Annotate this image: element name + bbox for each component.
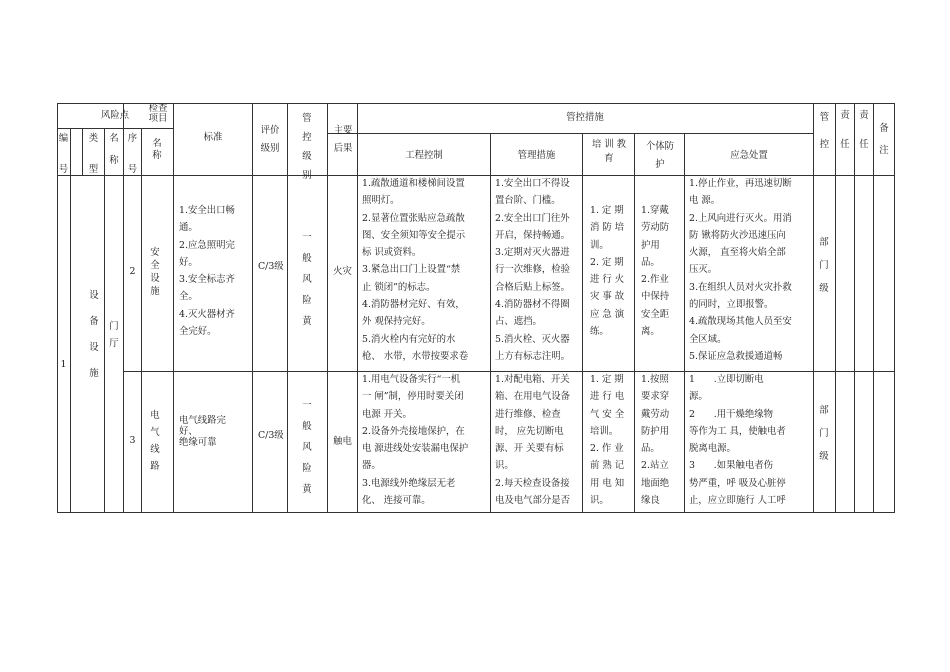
row-2-eval-level: C/3级 bbox=[258, 430, 284, 441]
header-check-item: 检查项目 bbox=[148, 104, 168, 124]
header-standard: 标准 bbox=[203, 132, 223, 143]
row-2-management-line: 2.每天检查设备接 bbox=[495, 477, 570, 489]
row-2-control-dept: 部门级 bbox=[819, 405, 829, 462]
row-2-standard-line: 电气线路完 bbox=[179, 415, 226, 426]
row-1-ppe-line: 中保持 bbox=[641, 291, 670, 303]
row-2-standard bbox=[179, 415, 251, 448]
row-2-engineering-line: 2.设备外壳接地保护，在 bbox=[362, 425, 465, 437]
row-2-training-line: 进 行 电 bbox=[590, 391, 625, 403]
row-1-emergency-line: 火源， 直至将火焰全部 bbox=[689, 247, 786, 259]
row-2-ppe bbox=[641, 371, 684, 509]
row-1-ppe-line: 品。 bbox=[641, 256, 660, 268]
row-1-management bbox=[495, 175, 583, 365]
row-2-engineering-line: 电 源进线处安装漏电保护 bbox=[362, 443, 469, 455]
row-1-ppe bbox=[641, 202, 684, 340]
row-2-management-line: 1.对配电箱、开关 bbox=[495, 374, 570, 385]
row-1-engineering-line: 图、安全须知等安全提示 bbox=[362, 229, 466, 241]
row-1-emergency-line: 4.疏散现场其他人员至安 bbox=[689, 316, 792, 328]
group-type: 设备设施 bbox=[89, 290, 99, 379]
row-1-standard-line: 全。 bbox=[179, 291, 198, 303]
row-1-ppe-line: 护用 bbox=[641, 239, 660, 251]
row-1-training-line: 消 防 培 bbox=[590, 222, 625, 234]
row-1-engineering-line: 5.消火栓内有完好的水 bbox=[362, 333, 456, 345]
row-2-emergency-line: 1 .立即切断电 bbox=[689, 374, 764, 385]
header-item-name: 名称 bbox=[152, 138, 162, 161]
row-1-emergency-line: 3.在组织人员对火灾扑救 bbox=[689, 281, 792, 293]
row-2-emergency-line: 2 .用干燥绝缘物 bbox=[689, 408, 773, 420]
row-2-management-line: 箱、在用电气设备 bbox=[495, 391, 571, 403]
header-management: 管理措施 bbox=[517, 150, 556, 161]
row-2-standard-line: 好、 bbox=[179, 426, 198, 437]
row-1-emergency-line: 压灭。 bbox=[689, 264, 718, 276]
row-2-standard-line: 绝缘可靠 bbox=[179, 437, 217, 448]
row-1-management-line: 4.消防器材不得圈 bbox=[495, 299, 570, 311]
row-1-engineering-line: 照明灯。 bbox=[362, 195, 400, 207]
row-1-seq: 2 bbox=[129, 266, 136, 277]
row-2-seq: 3 bbox=[129, 435, 136, 446]
row-1-control-level: 一般风险黄 bbox=[302, 232, 312, 327]
row-1-standard-line: 4.灭火器材齐 bbox=[179, 308, 235, 320]
row-1-engineering-line: 标 识或资料。 bbox=[362, 247, 422, 259]
row-2-management-line: 源、开 关要有标 bbox=[495, 443, 564, 455]
header-cheng: 称 bbox=[109, 155, 119, 166]
row-1-emergency bbox=[689, 175, 813, 365]
row-1-standard-line: 通。 bbox=[179, 222, 198, 234]
header-emergency: 应急处置 bbox=[730, 150, 768, 161]
row-1-engineering-line: 3.紧急出口门上设置“禁 bbox=[362, 264, 461, 276]
row-2-training-line: 2. 作 业 bbox=[590, 443, 624, 455]
header-ren-2: 任 bbox=[859, 139, 869, 150]
header-kong: 控 bbox=[819, 139, 830, 150]
header-remark: 备注 bbox=[879, 123, 889, 156]
row-2-engineering-line: 电源 开关。 bbox=[362, 408, 412, 420]
row-2-training bbox=[590, 371, 634, 509]
header-ren-1: 任 bbox=[840, 139, 850, 150]
row-2-emergency-line: 脱离电源。 bbox=[689, 443, 736, 455]
row-1-emergency-line: 全区域。 bbox=[689, 333, 727, 345]
row-2-emergency-line: 势严重，呼 吸及心脏停 bbox=[689, 477, 786, 489]
row-2-engineering bbox=[362, 371, 490, 509]
row-2-emergency-line: 等作为工 具，使触电者 bbox=[689, 425, 786, 437]
row-1-eval-level: C/3级 bbox=[258, 261, 284, 272]
row-1-management-line: 3.定期对灭火器进 bbox=[495, 247, 570, 259]
row-1-consequence: 火灾 bbox=[333, 266, 352, 277]
row-2-engineering-line: 1.用电气设备实行“一机 bbox=[362, 374, 461, 385]
row-2-ppe-line: 1.按照 bbox=[641, 374, 669, 385]
row-2-training-line: 用 电 知 bbox=[590, 477, 625, 489]
row-1-standard bbox=[179, 202, 251, 340]
row-1-emergency-line: 5.保证应急救援通道畅 bbox=[689, 350, 783, 362]
row-2-engineering-line: 一 闸”制，停用时要关闭 bbox=[362, 391, 464, 403]
row-1-emergency-line: 2.上风向进行灭火。用消 bbox=[689, 212, 792, 224]
row-2-ppe-line: 地面绝 bbox=[641, 477, 670, 489]
row-1-emergency-line: 防 锹将防火沙迅速压向 bbox=[689, 229, 786, 241]
row-1-management-line: 开启，保持畅通。 bbox=[495, 229, 571, 241]
row-1-training-line: 1. 定 期 bbox=[590, 205, 624, 216]
row-1-management-line: 1.安全出口不得设 bbox=[495, 178, 570, 189]
row-2-ppe-line: 防护用 bbox=[641, 425, 670, 437]
row-1-emergency-line: 的同时，立即报警。 bbox=[689, 299, 774, 311]
row-2-management-line: 时， 应先切断电 bbox=[495, 425, 564, 437]
row-1-management-line: 占、遮挡。 bbox=[495, 316, 542, 328]
row-1-management-line: 2.安全出口门往外 bbox=[495, 212, 570, 224]
row-2-management-line: 识。 bbox=[495, 460, 514, 472]
header-main-consequence: 主要后果 bbox=[333, 125, 353, 154]
row-2-engineering-line: 器。 bbox=[362, 460, 381, 472]
header-ze-1: 责 bbox=[840, 110, 850, 121]
row-1-engineering-line: 止 锁闭”的标志。 bbox=[362, 281, 436, 293]
header-training: 培 训 教 育 bbox=[591, 139, 627, 164]
row-1-training-line: 练。 bbox=[590, 326, 609, 338]
row-2-training-line: 培训。 bbox=[590, 425, 619, 437]
row-2-emergency-line: 源。 bbox=[689, 391, 708, 403]
row-2-emergency-line: 3 .如果触电者伤 bbox=[689, 460, 773, 472]
header-control-measures: 管控措施 bbox=[566, 112, 604, 123]
row-2-engineering-line: 3.电源线外绝缘层无老 bbox=[362, 477, 456, 489]
row-2-training-line: 识。 bbox=[590, 495, 609, 507]
row-2-emergency bbox=[689, 371, 813, 509]
row-2-management-line: 电及电气部分是否 bbox=[495, 495, 571, 507]
header-ze-2: 责 bbox=[859, 110, 869, 121]
row-2-engineering-line: 化、 连接可靠。 bbox=[362, 495, 431, 507]
row-2-ppe-line: 品。 bbox=[641, 443, 660, 455]
row-2-training-line: 气 安 全 bbox=[590, 408, 625, 420]
header-engineering: 工程控制 bbox=[405, 150, 443, 161]
row-2-training-line: 前 熟 记 bbox=[590, 460, 625, 472]
header-hao-2: 号 bbox=[127, 164, 138, 175]
row-1-ppe-line: 离。 bbox=[641, 326, 660, 338]
row-2-control-level: 一般风险黄 bbox=[302, 400, 312, 495]
header-hao: 号 bbox=[58, 164, 69, 175]
row-1-training-line: 2. 定 期 bbox=[590, 256, 624, 268]
header-ppe: 个体防护 bbox=[645, 141, 675, 170]
row-1-training-line: 训。 bbox=[590, 239, 609, 251]
row-1-management-line: 行一次维修，检验 bbox=[495, 264, 571, 276]
row-2-ppe-line: 缘良 bbox=[641, 495, 660, 507]
header-xu: 序 bbox=[127, 133, 138, 144]
header-bian: 编 bbox=[58, 133, 69, 144]
row-2-management bbox=[495, 371, 583, 509]
row-2-ppe-line: 戴劳动 bbox=[641, 408, 670, 420]
header-control-level: 管控级别 bbox=[302, 113, 312, 181]
group-name: 门厅 bbox=[109, 321, 119, 349]
row-1-engineering-line: 外 观保持完好。 bbox=[362, 316, 431, 328]
row-1-control-dept: 部门级 bbox=[819, 237, 829, 294]
row-1-emergency-line: 电 源。 bbox=[689, 195, 721, 207]
row-1-ppe-line: 劳动防 bbox=[641, 222, 670, 234]
row-1-training-line: 灾 事 故 bbox=[590, 291, 625, 303]
header-guan: 管 bbox=[819, 112, 830, 123]
row-1-ppe-line: 安全距 bbox=[641, 308, 670, 320]
row-1-engineering-line: 2.显著位置张贴应急疏散 bbox=[362, 212, 465, 224]
row-1-training-line: 应 急 演 bbox=[590, 308, 625, 320]
row-1-standard-line: 1.安全出口畅 bbox=[179, 205, 235, 216]
row-1-emergency-line: 1.停止作业，再迅速切断 bbox=[689, 178, 792, 189]
row-1-engineering-line: 1.疏散通道和楼梯间设置 bbox=[362, 178, 465, 189]
row-1-standard-line: 全完好。 bbox=[179, 326, 217, 338]
header-xing: 型 bbox=[88, 164, 99, 175]
header-risk-point: 风险点 bbox=[100, 110, 130, 121]
row-1-standard-line: 3.安全标志齐 bbox=[179, 274, 235, 286]
group-no: 1 bbox=[60, 359, 67, 370]
row-1-engineering-line: 4.消防器材完好、有效， bbox=[362, 299, 465, 311]
header-ming: 名 bbox=[109, 133, 119, 144]
row-2-training-line: 1. 定 期 bbox=[590, 374, 624, 385]
row-1-standard-line: 好。 bbox=[179, 256, 198, 268]
row-1-training bbox=[590, 202, 634, 340]
row-2-ppe-line: 要求穿 bbox=[641, 391, 670, 403]
row-2-consequence: 触电 bbox=[333, 436, 352, 447]
row-1-standard-line: 2.应急照明完 bbox=[179, 239, 235, 251]
row-1-management-line: 置台阶、门槛。 bbox=[495, 195, 561, 207]
row-1-item-name: 安全设施 bbox=[150, 247, 160, 297]
row-2-ppe-line: 2.站立 bbox=[641, 460, 669, 472]
row-2-item-name: 电气线路 bbox=[150, 410, 160, 472]
row-1-management-line: 5.消火栓、灭火器 bbox=[495, 333, 570, 345]
row-2-emergency-line: 止，应立即施行 人工呼 bbox=[689, 495, 786, 507]
row-1-ppe-line: 1.穿戴 bbox=[641, 205, 669, 216]
risk-control-table bbox=[57, 103, 895, 513]
header-lei: 类 bbox=[88, 133, 99, 144]
row-1-engineering-line: 枪、 水带，水带按要求卷 bbox=[362, 350, 469, 362]
row-2-management-line: 进行维修、检查 bbox=[495, 408, 561, 420]
row-1-management-line: 上方有标志注明。 bbox=[495, 350, 571, 362]
row-1-management-line: 合格后贴上标签。 bbox=[495, 281, 571, 293]
row-1-ppe-line: 2.作业 bbox=[641, 274, 669, 286]
header-eval-level: 评价级别 bbox=[260, 125, 280, 154]
row-1-training-line: 进 行 火 bbox=[590, 274, 625, 286]
row-1-engineering bbox=[362, 175, 490, 365]
